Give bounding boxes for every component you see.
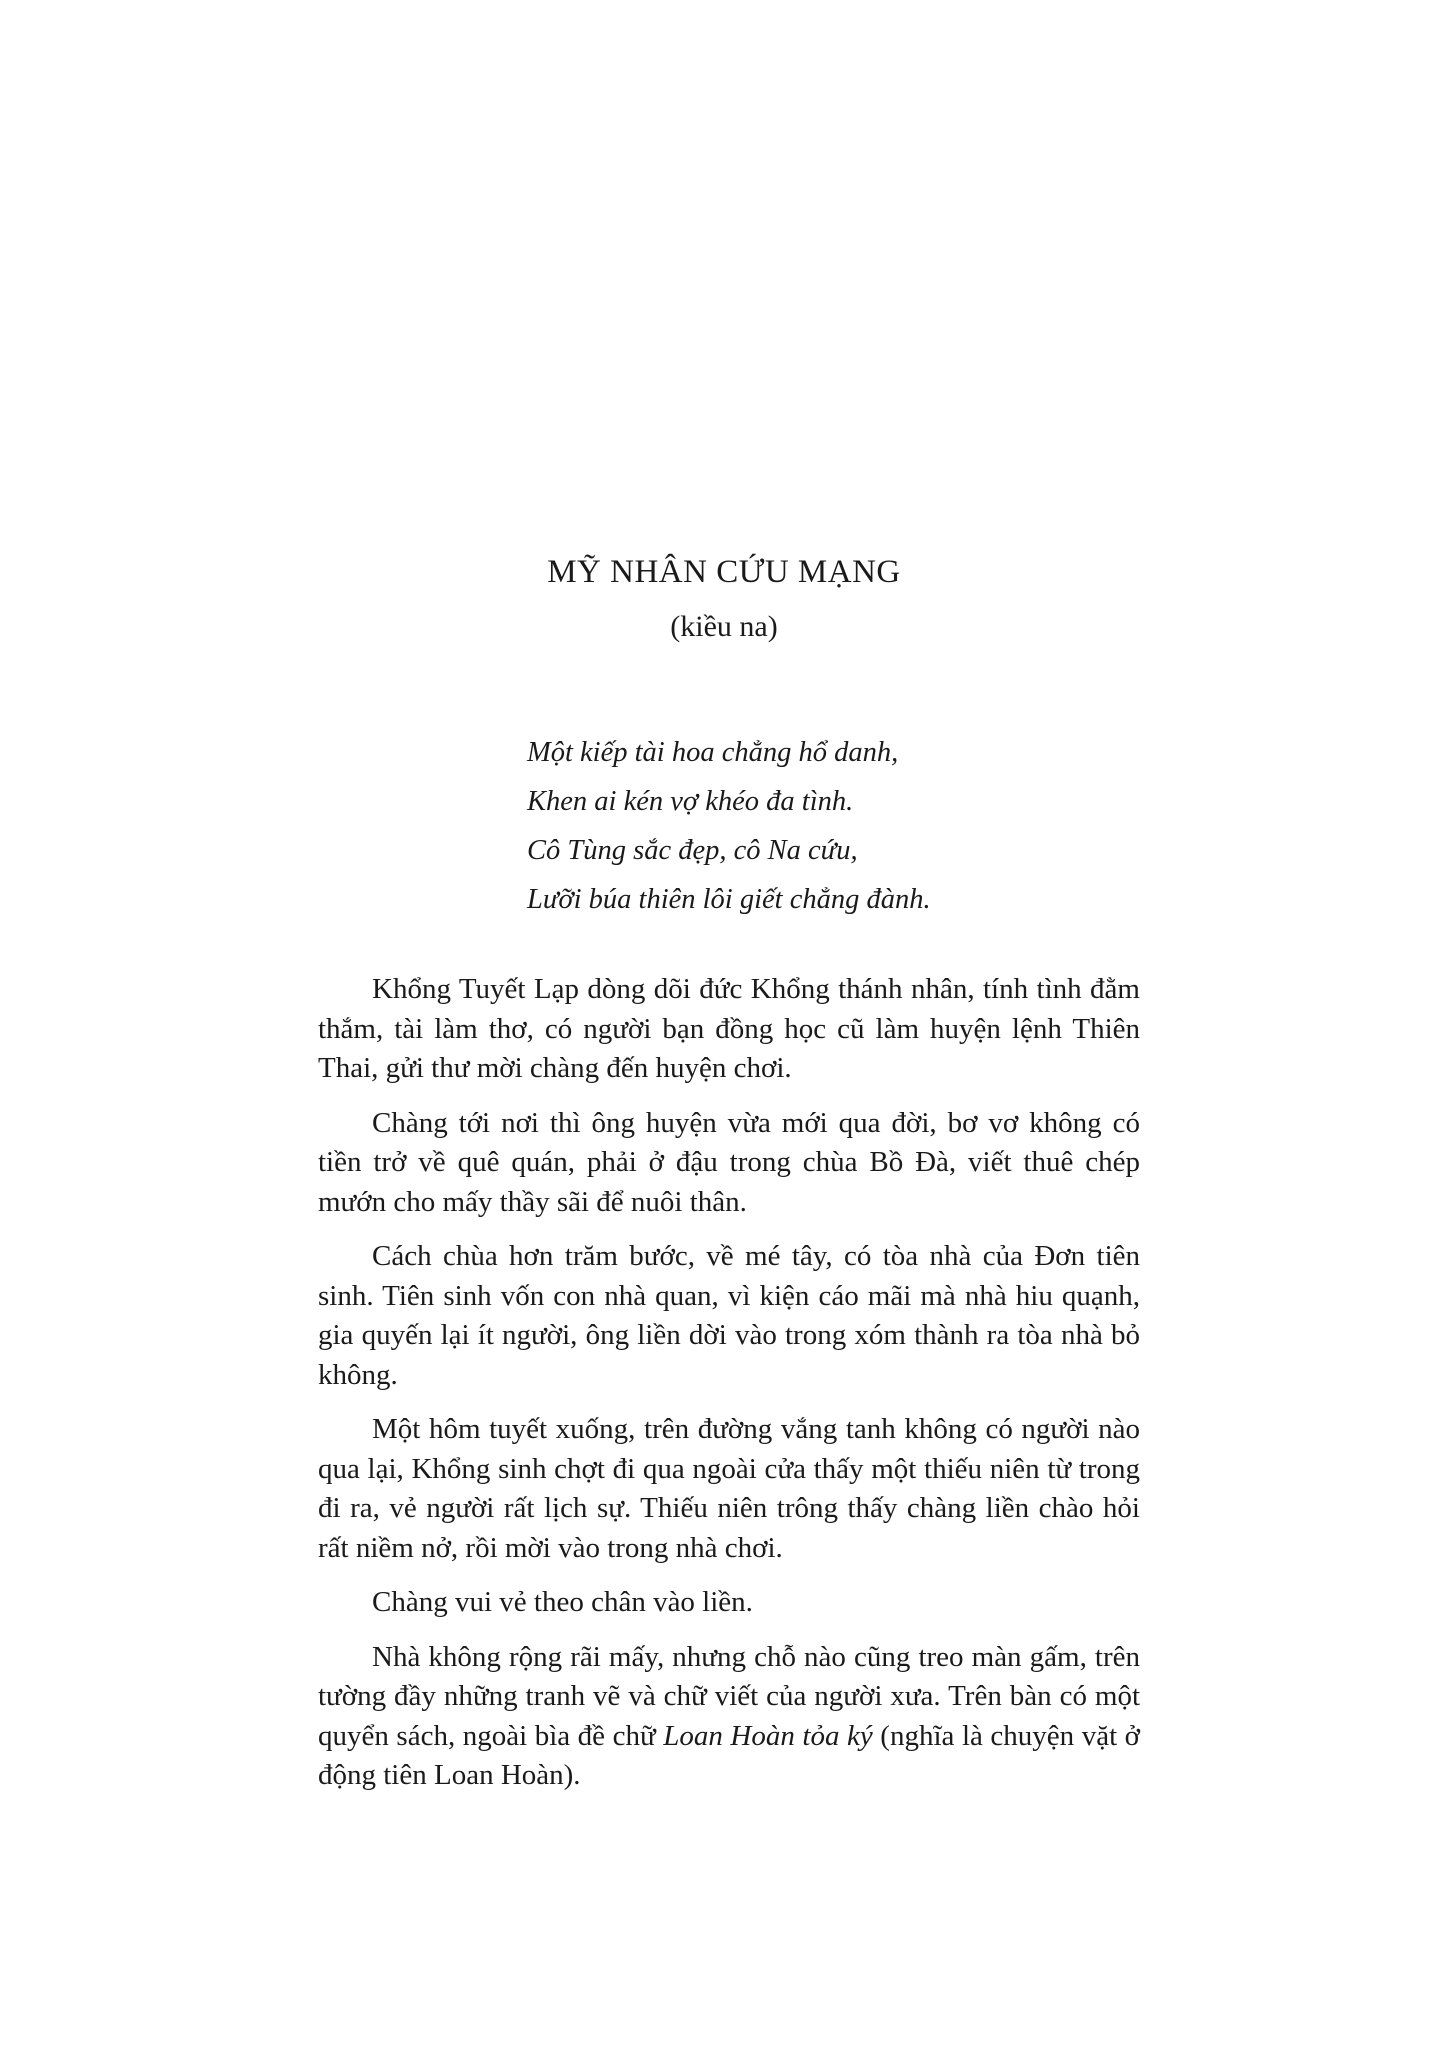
poem-line: Khen ai kén vợ khéo đa tình. <box>527 786 854 817</box>
paragraph-last <box>318 1638 1140 1796</box>
poem-line: Một kiếp tài hoa chẳng hổ danh, <box>527 737 899 768</box>
paragraph-text: (nghĩa là chuyện vặt ở động tiên Loan Hoàn). <box>318 1719 1141 1791</box>
paragraph: Cách chùa hơn trăm bước, về mé tây, có tòa nhà của Đơn tiên sinh. Tiên sinh vốn con nhà quan, vì kiện cáo mãi mà nhà hiu quạnh, gia quyến lại ít người, ông liền dời vào trong xóm thành ra tòa nhà bỏ không. <box>318 1240 1140 1391</box>
paragraph-text: Nhà không rộng rãi mấy, nhưng chỗ nào cũng treo màn gấm, trên tường đầy những tranh vẽ và chữ viết của người xưa. Trên bàn có một quyển sách, ngoài bìa đề chữ <box>318 1640 1140 1752</box>
poem-line: Lưỡi búa thiên lôi giết chẳng đành. <box>527 884 931 915</box>
chapter-title: MỸ NHÂN CỨU MẠNG <box>547 554 901 590</box>
poem-line: Cô Tùng sắc đẹp, cô Na cứu, <box>527 835 858 866</box>
paragraph: Một hôm tuyết xuống, trên đường vắng tanh không có người nào qua lại, Khổng sinh chợt đi qua ngoài cửa thấy một thiếu niên từ trong đi ra, vẻ người rất lịch sự. Thiếu niên trông thấy chàng liền chào hỏi rất niềm nở, rồi mời vào trong nhà chơi. <box>318 1413 1140 1564</box>
epigraph-poem <box>527 728 1227 924</box>
body-text <box>318 970 1140 1811</box>
paragraph: Chàng vui vẻ theo chân vào liền. <box>372 1586 753 1618</box>
paragraph: Khổng Tuyết Lạp dòng dõi đức Khổng thánh nhân, tính tình đằm thắm, tài làm thơ, có người bạn đồng học cũ làm huyện lệnh Thiên Thai, gửi thư mời chàng đến huyện chơi. <box>318 973 1140 1084</box>
chapter-subtitle: (kiều na) <box>670 610 778 643</box>
paragraph: Chàng tới nơi thì ông huyện vừa mới qua đời, bơ vơ không có tiền trở về quê quán, phải ở đậu trong chùa Bồ Đà, viết thuê chép mướn cho mấy thầy sãi để nuôi thân. <box>318 1106 1140 1218</box>
book-title-italic: Loan Hoàn tỏa ký <box>663 1719 873 1752</box>
